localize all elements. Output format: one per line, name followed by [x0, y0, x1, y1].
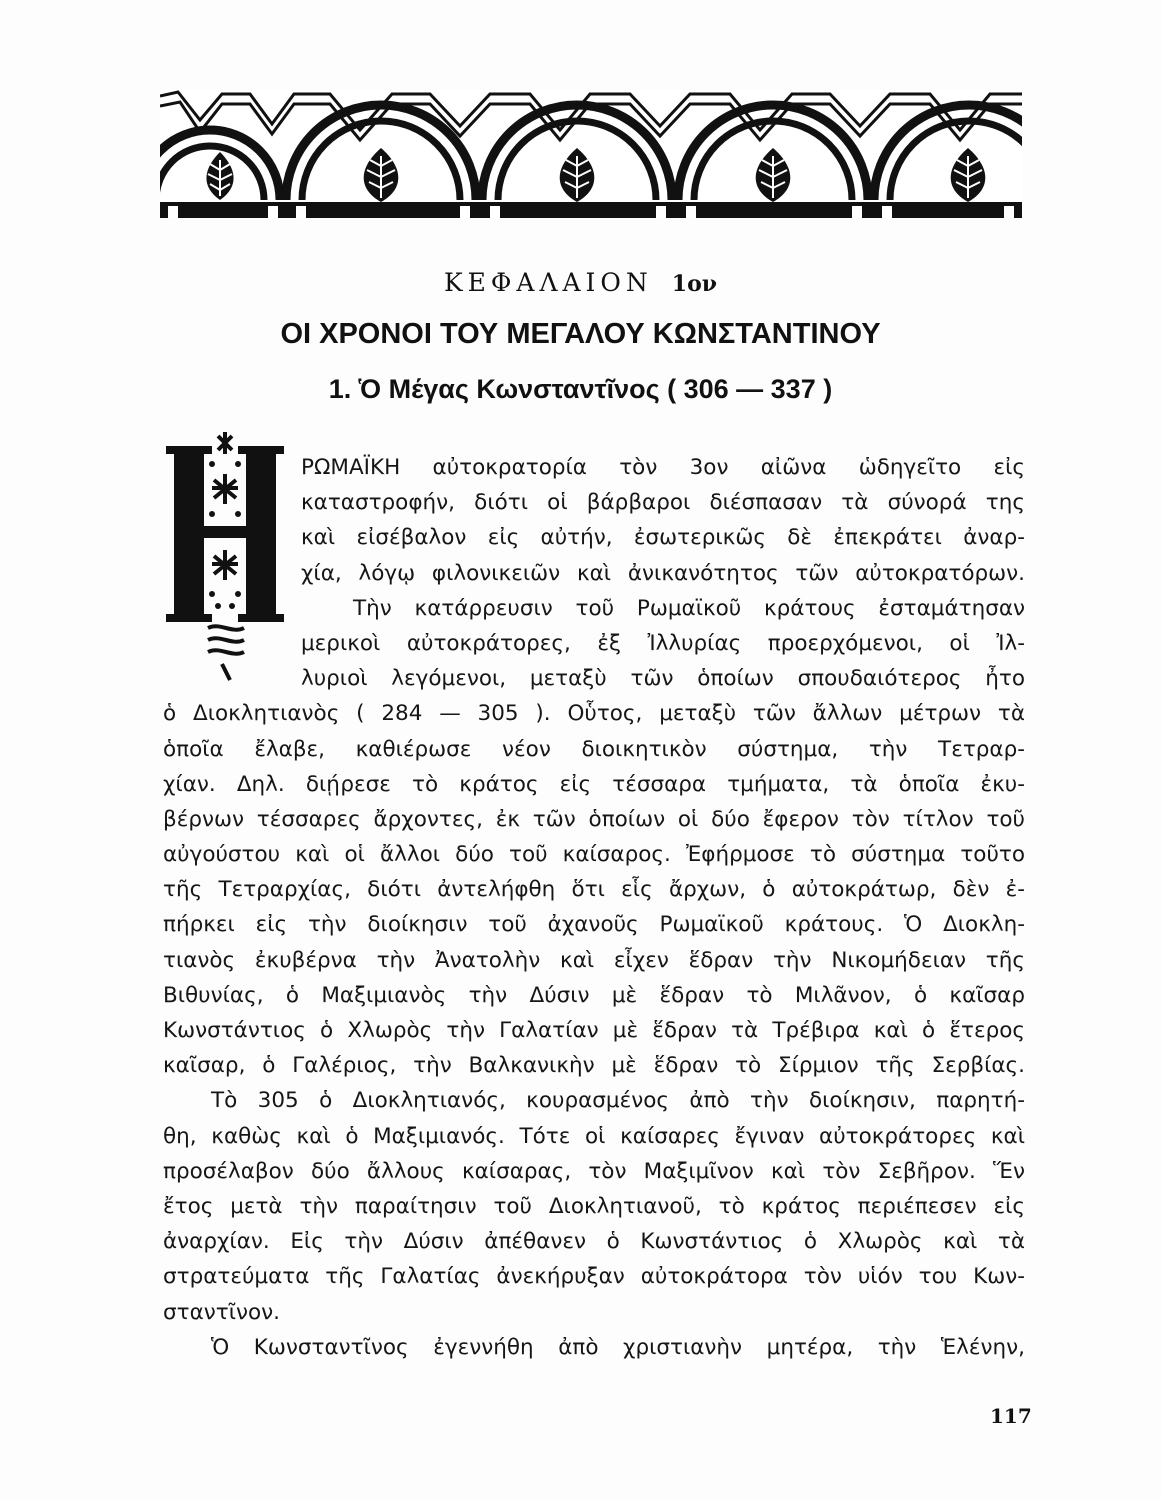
- chapter-label-word: ΚΕΦΑΛΑΙΟΝ: [443, 268, 653, 297]
- text-line: τιανὸς ἐκυβέρνα τὴν Ἀνατολὴν καὶ εἶχεν ἕδραν τὴν Νικομήδειαν τῆς: [163, 947, 1025, 973]
- section-title: 1. Ὁ Μέγας Κωνσταντῖνος ( 306 — 337 ): [328, 374, 833, 404]
- initial-letter-glyph: Η: [223, 542, 227, 547]
- text-line: μερικοὶ αὐτοκράτορες, ἐξ Ἰλλυρίας προερχόμενοι, οἱ Ἰλ-: [301, 630, 1025, 656]
- text-line: ἀναρχίαν. Εἰς τὴν Δύσιν ἀπέθανεν ὁ Κωνστάντιος ὁ Χλωρὸς καὶ τὰ: [163, 1229, 1025, 1255]
- text-line: Ὁ Κωνσταντῖνος ἐγεννήθη ἀπὸ χριστιανὴν μητέρα, τὴν Ἑλένην,: [211, 1334, 1025, 1360]
- text-line: αὐγούστου καὶ οἱ ἄλλοι δύο τοῦ καίσαρος. Ἐφήρμοσε τὸ σύστημα τοῦτο: [163, 842, 1025, 868]
- text-line: ἔτος μετὰ τὴν παραίτησιν τοῦ Διοκλητιανοῦ, τὸ κράτος περιέπεσεν εἰς: [163, 1193, 1025, 1219]
- text-line: βέρνων τέσσαρες ἄρχοντες, ἐκ τῶν ὁποίων οἱ δύο ἔφερον τὸν τίτλον τοῦ: [163, 806, 1025, 832]
- text-line: χία, λόγῳ φιλονικειῶν καὶ ἀνικανότητος τῶν αὐτοκρατόρων.: [301, 560, 1025, 586]
- text-line: Τὴν κατάρρευσιν τοῦ Ρωμαϊκοῦ κράτους ἐσταμάτησαν: [353, 595, 1025, 621]
- text-line: ὁ Διοκλητιανὸς ( 284 — 305 ). Οὗτος, μεταξὺ τῶν ἄλλων μέτρων τὰ: [163, 701, 1025, 727]
- text-line: καὶ εἰσέβαλον εἰς αὐτήν, ἐσωτερικῶς δὲ ἐπεκράτει ἀναρ-: [301, 525, 1025, 551]
- text-line: σταντῖνον.: [163, 1299, 280, 1325]
- text-line: Βιθυνίας, ὁ Μαξιμιανὸς τὴν Δύσιν μὲ ἕδραν τὸ Μιλᾶνον, ὁ καῖσαρ: [163, 982, 1025, 1008]
- text-line: πήρκει εἰς τὴν διοίκησιν τοῦ ἀχανοῦς Ρωμαϊκοῦ κράτους. Ὁ Διοκλη-: [163, 912, 1025, 938]
- ornamental-header-banner: [160, 90, 1022, 218]
- text-line: στρατεύματα τῆς Γαλατίας ἀνεκήρυξαν αὐτοκράτορα τὸν υἱόν του Κων-: [163, 1264, 1025, 1290]
- text-line: καταστροφήν, διότι οἱ βάρβαροι διέσπασαν τὰ σύνορά της: [301, 490, 1025, 516]
- text-line: Κωνστάντιος ὁ Χλωρὸς τὴν Γαλατίαν μὲ ἕδραν τὰ Τρέβιρα καὶ ὁ ἕτερος: [163, 1018, 1025, 1043]
- text-line: τῆς Τετραρχίας, διότι ἀντελήφθη ὅτι εἷς ἄρχων, ὁ αὐτοκράτωρ, δὲν ἐ-: [163, 877, 1025, 903]
- text-line: προσέλαβον δύο ἄλλους καίσαρας, τὸν Μαξιμῖνον καὶ τὸν Σεβῆρον. Ἕν: [163, 1158, 1025, 1184]
- chapter-title: ΟΙ ΧΡΟΝΟΙ ΤΟΥ ΜΕΓΑΛΟΥ ΚΩΝΣΤΑΝΤΙΝΟΥ: [280, 318, 881, 350]
- text-line: ΡΩΜΑΪΚΗ αὐτοκρατορία τὸν 3ον αἰῶνα ὡδηγεῖτο εἰς: [301, 455, 1025, 480]
- body-text: [163, 450, 1025, 1365]
- chapter-number: 1ον: [671, 271, 718, 297]
- text-line: λυριοὶ λεγόμενοι, μεταξὺ τῶν ὁποίων σπουδαιότερος ἦτο: [301, 666, 1025, 692]
- text-line: χίαν. Δηλ. διῄρεσε τὸ κράτος εἰς τέσσαρα τμήματα, τὰ ὁποῖα ἐκυ-: [163, 771, 1025, 797]
- page-number: 117: [990, 1404, 1032, 1428]
- chapter-label: [0, 268, 1161, 297]
- text-line: καῖσαρ, ὁ Γαλέριος, τὴν Βαλκανικὴν μὲ ἕδραν τὸ Σίρμιον τῆς Σερβίας.: [163, 1053, 1025, 1079]
- text-line: ὁποῖα ἔλαβε, καθιέρωσε νέον διοικητικὸν σύστημα, τὴν Τετραρ-: [163, 736, 1025, 762]
- text-line: Τὸ 305 ὁ Διοκλητιανός, κουρασμένος ἀπὸ τὴν διοίκησιν, παρητή-: [211, 1088, 1025, 1114]
- text-line: θη, καθὼς καὶ ὁ Μαξιμιανός. Τότε οἱ καίσαρες ἔγιναν αὐτοκράτορες καὶ: [163, 1123, 1025, 1149]
